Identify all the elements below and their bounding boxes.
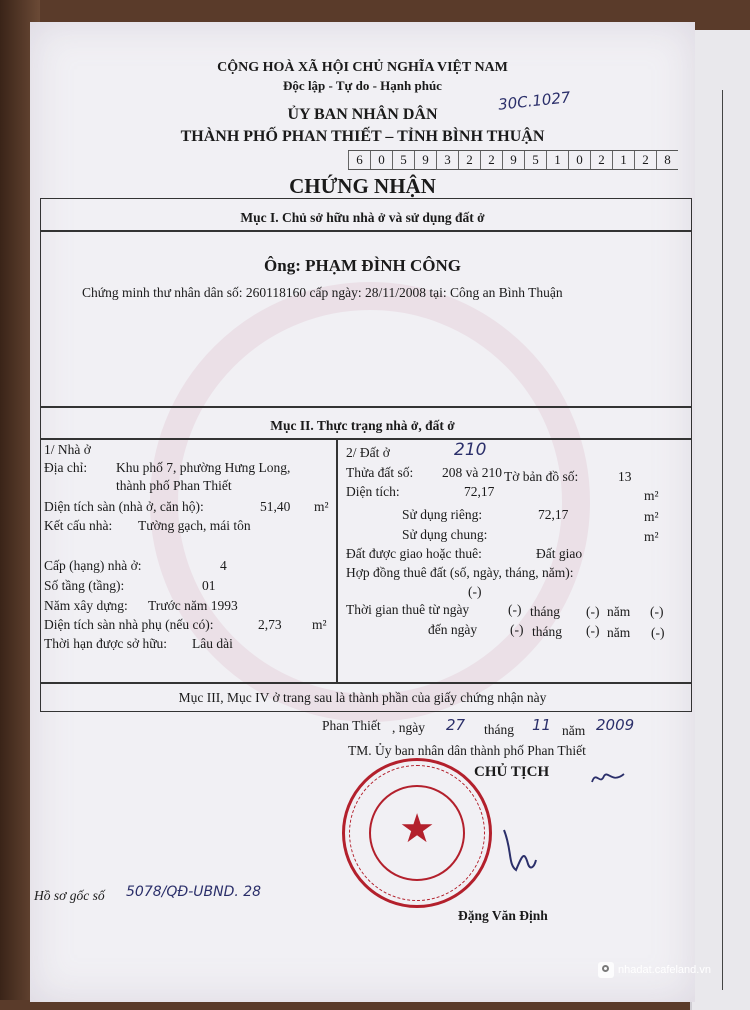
serial-digit: 2: [458, 151, 480, 169]
parcel-label: Thửa đất số:: [346, 465, 414, 480]
lease-contract-value: (-): [468, 584, 482, 599]
common-use-unit: m²: [644, 529, 659, 544]
floor-area-value: 51,40: [260, 499, 291, 514]
aux-area-value: 2,73: [258, 617, 282, 632]
serial-digit: 1: [546, 151, 568, 169]
watermark-text: nhadat.cafeland.vn: [618, 964, 711, 976]
parcel-value: 208 và 210: [442, 465, 502, 480]
serial-digit: 2: [590, 151, 612, 169]
file-number-value: 5078/QĐ-UBND. 28: [126, 884, 262, 900]
land-area-value: 72,17: [464, 484, 495, 499]
signing-year-label: năm: [562, 723, 586, 738]
lease-from-year-label: năm: [607, 604, 631, 619]
lease-from-month-label: tháng: [530, 604, 560, 619]
map-sheet-label: Tờ bản đồ số:: [504, 469, 579, 484]
handwritten-parcel-number: 210: [454, 440, 487, 460]
private-use-value: 72,17: [538, 507, 569, 522]
serial-digit: 0: [568, 151, 590, 169]
serial-digit: 3: [436, 151, 458, 169]
lease-to-month: (-): [586, 623, 600, 638]
house-grade-label: Cấp (hạng) nhà ở:: [44, 558, 142, 573]
structure-value: Tường gạch, mái tôn: [138, 518, 251, 533]
section-2-heading: Mục II. Thực trạng nhà ở, đất ở: [270, 418, 455, 433]
address-line-1: Khu phố 7, phường Hưng Long,: [116, 460, 291, 475]
signing-date-label: , ngày: [392, 720, 425, 735]
signing-month: 11: [532, 716, 552, 734]
land-assign-label: Đất được giao hoặc thuê:: [346, 546, 482, 561]
serial-digit: 2: [634, 151, 656, 169]
lease-from-year: (-): [650, 604, 664, 619]
serial-number: [348, 150, 678, 170]
divider: [40, 230, 692, 232]
floor-area-unit: m²: [314, 499, 329, 514]
common-use-label: Sử dụng chung:: [402, 527, 488, 542]
aux-area-label: Diện tích sàn nhà phụ (nếu có):: [44, 617, 214, 632]
floors-value: 01: [202, 578, 216, 593]
serial-digit: 8: [656, 151, 678, 169]
section-1-heading: Mục I. Chủ sở hữu nhà ở và sử dụng đất ở: [240, 210, 485, 225]
owner-name: Ông: PHẠM ĐÌNH CÔNG: [264, 256, 461, 275]
initials-mark: [590, 768, 626, 788]
house-search-icon: [598, 962, 614, 978]
file-number-label: Hồ sơ gốc số: [34, 888, 105, 903]
signing-month-label: tháng: [484, 722, 514, 737]
house-label: 1/ Nhà ở: [44, 442, 91, 457]
lease-to-label: đến ngày: [428, 622, 478, 637]
serial-digit: 0: [370, 151, 392, 169]
ownership-term-label: Thời hạn được sở hữu:: [44, 636, 168, 651]
serial-digit: 6: [348, 151, 370, 169]
authority-title: ỦY BAN NHÂN DÂN: [287, 106, 438, 123]
lease-from-label: Thời gian thuê từ ngày: [346, 602, 470, 617]
lease-from-day: (-): [508, 602, 522, 617]
divider: [40, 682, 692, 684]
aux-area-unit: m²: [312, 617, 327, 632]
signature-mark: [498, 820, 538, 880]
land-assign-value: Đất giao: [536, 546, 583, 561]
lease-to-year: (-): [651, 625, 665, 640]
certificate-title: CHỨNG NHẬN: [289, 174, 436, 198]
lease-from-month: (-): [586, 604, 600, 619]
lease-to-month-label: tháng: [532, 624, 562, 639]
serial-digit: 9: [502, 151, 524, 169]
divider: [40, 406, 692, 408]
signing-place: Phan Thiết: [322, 718, 381, 733]
house-grade-value: 4: [220, 558, 227, 573]
section-3-note: Mục III, Mục IV ở trang sau là thành phần của giấy chứng nhận này: [178, 690, 547, 705]
ownership-term-value: Lâu dài: [192, 636, 233, 651]
build-year-label: Năm xây dựng:: [44, 598, 128, 613]
lease-to-day: (-): [510, 622, 524, 637]
watermark: [598, 955, 711, 985]
land-area-label: Diện tích:: [346, 484, 400, 499]
land-area-unit: m²: [644, 488, 659, 503]
column-divider: [336, 438, 338, 682]
serial-digit: 5: [392, 151, 414, 169]
signing-day: 27: [446, 716, 466, 734]
national-motto: Độc lập - Tự do - Hạnh phúc: [283, 78, 442, 93]
signing-year: 2009: [596, 716, 635, 734]
floors-label: Số tầng (tầng):: [44, 578, 125, 593]
owner-id-line: Chứng minh thư nhân dân số: 260118160 cấp ngày: 28/11/2008 tại: Công an Bình Thuận: [82, 285, 563, 300]
build-year-value: Trước năm 1993: [148, 598, 238, 613]
land-label: 2/ Đất ở: [346, 445, 390, 460]
address-label: Địa chỉ:: [44, 460, 88, 475]
serial-digit: 2: [480, 151, 502, 169]
serial-digit: 1: [612, 151, 634, 169]
floor-area-label: Diện tích sàn (nhà ở, căn hộ):: [44, 499, 204, 514]
signer-name: Đặng Văn Định: [458, 908, 548, 923]
national-title: CỘNG HOÀ XÃ HỘI CHỦ NGHĨA VIỆT NAM: [217, 60, 508, 75]
serial-digit: 9: [414, 151, 436, 169]
official-stamp: ★: [342, 758, 492, 908]
signer-role: CHỦ TỊCH: [474, 764, 550, 780]
authority-location: THÀNH PHỐ PHAN THIẾT – TỈNH BÌNH THUẬN: [180, 128, 545, 145]
private-use-label: Sử dụng riêng:: [402, 507, 483, 522]
lease-contract-label: Hợp đồng thuê đất (số, ngày, tháng, năm):: [346, 565, 574, 580]
private-use-unit: m²: [644, 509, 659, 524]
lease-to-year-label: năm: [607, 625, 631, 640]
address-line-2: thành phố Phan Thiết: [116, 478, 232, 493]
map-sheet-value: 13: [618, 469, 632, 484]
signing-authority: TM. Ủy ban nhân dân thành phố Phan Thiết: [348, 743, 586, 758]
handwritten-note: 30C.1027: [497, 88, 572, 114]
next-page-edge: [690, 30, 750, 1010]
structure-label: Kết cấu nhà:: [44, 518, 113, 533]
divider: [40, 438, 692, 440]
serial-digit: 5: [524, 151, 546, 169]
